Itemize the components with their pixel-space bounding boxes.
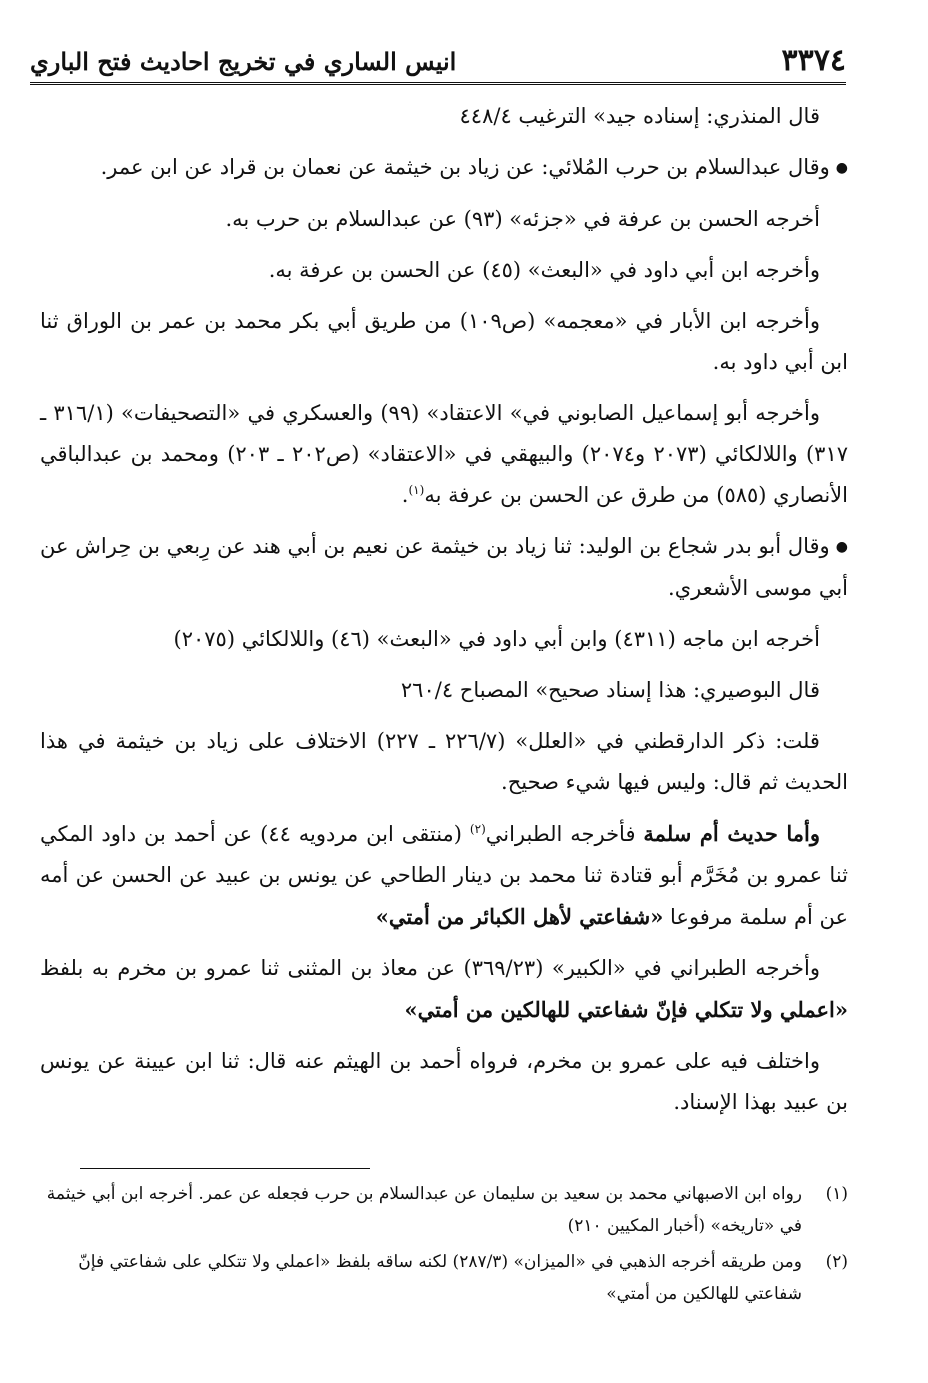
footnote bbox=[40, 1246, 848, 1310]
hadith-quote: «شفاعتي لأهل الكبائر من أمتي» bbox=[375, 904, 664, 929]
paragraph: قلت: ذكر الدارقطني في «العلل» (٢٢٦/٧ ـ ٢٢٧) الاختلاف على زياد بن خيثمة في هذا الحديث ثم قال: وليس فيها شيء صحيح. bbox=[40, 729, 848, 794]
bold-heading: وأما حديث أم سلمة bbox=[643, 821, 820, 846]
page-header bbox=[30, 38, 846, 85]
footnote-number: (١) bbox=[825, 1184, 848, 1204]
page-number: ٣٣٧٤ bbox=[781, 43, 846, 78]
paragraph: وأخرجه الطبراني في «الكبير» (٣٦٩/٢٣) عن معاذ بن المثنى ثنا عمرو بن مخرم به بلفظ «اعملي ولا تتكلي فإنّ شفاعتي للهالكين من أمتي» bbox=[40, 956, 848, 1022]
paragraph: قال المنذري: إسناده جيد» الترغيب ٤٤٨/٤ bbox=[459, 104, 820, 128]
main-text bbox=[40, 96, 848, 1133]
footnote-text: ومن طريقه أخرجه الذهبي في «الميزان» (٢٨٧/٣) لكنه ساقه بلفظ «اعملي ولا تتكلي على شفاعتي فإنّ شفاعتي للهالكين من أمتي» bbox=[78, 1252, 802, 1304]
footnote-divider bbox=[80, 1168, 370, 1169]
paragraph: وأخرجه ابن أبي داود في «البعث» (٤٥) عن الحسن بن عرفة به. bbox=[268, 258, 820, 282]
footnote-text: رواه ابن الاصبهاني محمد بن سعيد بن سليمان عن عبدالسلام بن حرب فجعله عن عمر. أخرجه ابن أبي خيثمة في «تاريخه» (أخبار المكيين ٢١٠) bbox=[46, 1184, 802, 1236]
footnote bbox=[40, 1178, 848, 1242]
running-title: انيس الساري في تخريج احاديث فتح الباري bbox=[30, 47, 457, 76]
bullet-paragraph: ●وقال أبو بدر شجاع بن الوليد: ثنا زياد بن خيثمة عن نعيم بن أبي هند عن رِبعي بن حِراش عن أبي موسى الأشعري. bbox=[40, 534, 848, 600]
paragraph: واختلف فيه على عمرو بن مخرم، فرواه أحمد بن الهيثم عنه قال: ثنا ابن عيينة عن يونس بن عبيد بهذا الإسناد. bbox=[40, 1049, 848, 1114]
paragraph: وأما حديث أم سلمة فأخرجه الطبراني$^{(٢)}$ (منتقى ابن مردويه ٤٤) عن أحمد بن داود المكي ثنا عمرو بن مُخَرَّم أبو قتادة ثنا محمد بن دينار الطاحي عن يونس بن عبيد عن الحسن عن أمه عن أم سلمة مرفوعا «شفاعتي لأهل الكبائر من أمتي» bbox=[40, 821, 848, 929]
footnote-ref: (١) bbox=[408, 483, 425, 497]
footnote-ref: (٢) bbox=[469, 822, 486, 836]
footnotes bbox=[40, 1178, 848, 1314]
bullet-paragraph: ●وقال عبدالسلام بن حرب المُلائي: عن زياد بن خيثمة عن نعمان بن قراد عن ابن عمر. bbox=[100, 155, 848, 179]
paragraph: وأخرجه أبو إسماعيل الصابوني في» الاعتقاد» (٩٩) والعسكري في «التصحيفات» (٣١٦/١ ـ ٣١٧) واللالكائي (٢٠٧٣ و٢٠٧٤) والبيهقي في «الاعتقاد» (ص٢٠٢ ـ ٢٠٣) ومحمد بن عبدالباقي الأنصاري (٥٨٥) من طرق عن الحسن بن عرفة به$^{(١)}$. bbox=[40, 401, 849, 507]
bullet-icon: ● bbox=[835, 539, 848, 555]
paragraph: وأخرجه ابن الأبار في «معجمه» (ص١٠٩) من طريق أبي بكر محمد بن عمر بن الوراق ثنا ابن أبي داود به. bbox=[40, 309, 848, 374]
bullet-icon: ● bbox=[835, 160, 848, 176]
paragraph: قال البوصيري: هذا إسناد صحيح» المصباح ٢٦٠/٤ bbox=[400, 678, 820, 702]
paragraph: أخرجه الحسن بن عرفة في «جزئه» (٩٣) عن عبدالسلام بن حرب به. bbox=[225, 207, 820, 231]
paragraph: أخرجه ابن ماجه (٤٣١١) وابن أبي داود في «البعث» (٤٦) واللالكائي (٢٠٧٥) bbox=[173, 627, 820, 651]
hadith-quote: «اعملي ولا تتكلي فإنّ شفاعتي للهالكين من أمتي» bbox=[404, 997, 848, 1022]
footnote-number: (٢) bbox=[825, 1252, 848, 1272]
